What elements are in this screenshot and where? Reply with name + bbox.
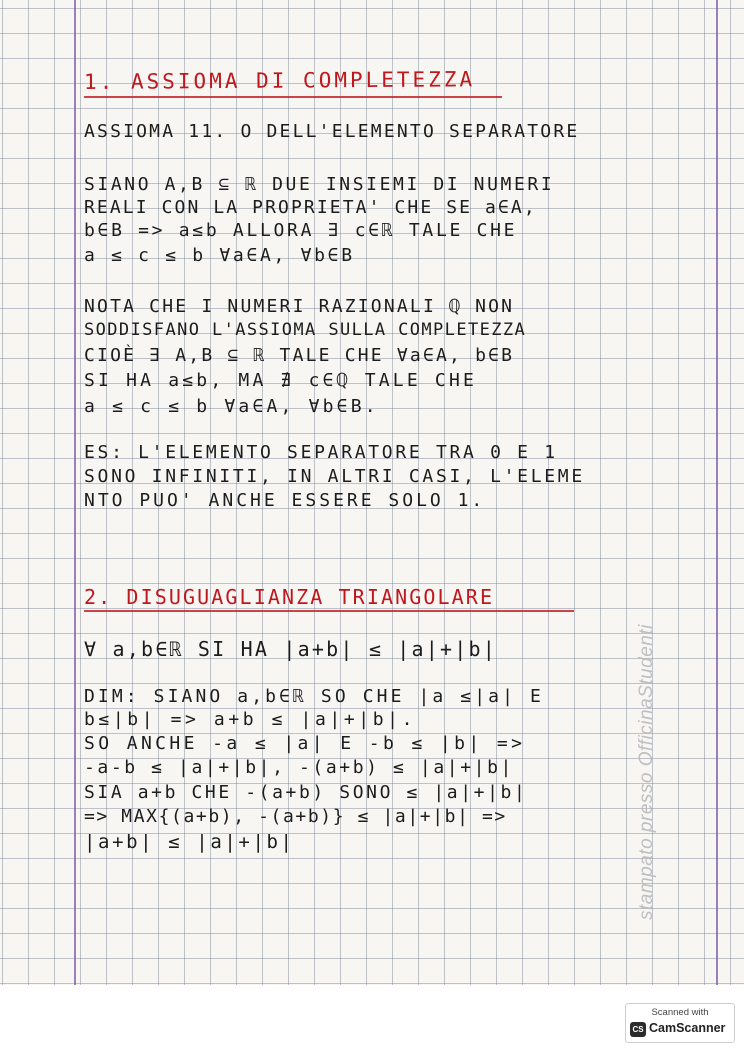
note-line-4: SI HA a≤b, MA ∄ c∈ℚ TALE CHE [84, 370, 478, 391]
section1-heading: 1. ASSIOMA DI COMPLETEZZA [83, 67, 476, 94]
statement-line-3: b∈B => a≤b ALLORA ∃ c∈ℝ TALE CHE [84, 220, 518, 241]
print-shop-watermark: stampato presso OfficinaStudenti [636, 624, 657, 920]
statement-line-1: SIANO A,B ⊆ ℝ DUE INSIEMI DI NUMERI [84, 174, 555, 195]
section1-heading-underline [84, 96, 502, 98]
camscanner-brand: CamScanner [649, 1021, 726, 1035]
proof-line-2: b≤|b| => a+b ≤ |a|+|b|. [84, 709, 417, 730]
note-line-3: CIOÈ ∃ A,B ⊆ ℝ TALE CHE ∀a∈A, b∈B [84, 345, 515, 366]
proof-line-5: SIA a+b CHE -(a+b) SONO ≤ |a|+|b| [84, 782, 528, 803]
example-line-2: SONO INFINITI, IN ALTRI CASI, L'ELEME [84, 466, 585, 487]
statement-line-4: a ≤ c ≤ b ∀a∈A, ∀b∈B [84, 245, 355, 266]
proof-line-6: => MAX{(a+b), -(a+b)} ≤ |a|+|b| => [84, 806, 507, 827]
proof-line-3: SO ANCHE -a ≤ |a| E -b ≤ |b| => [84, 733, 526, 754]
example-line-1: ES: L'ELEMENTO SEPARATORE TRA 0 E 1 [84, 442, 558, 463]
section2-heading: 2. DISUGUAGLIANZA TRIANGOLARE [84, 585, 495, 609]
note-line-2: SODDISFANO L'ASSIOMA SULLA COMPLETEZZA [84, 320, 527, 340]
right-margin-line [716, 0, 718, 990]
left-margin-line [74, 0, 76, 990]
proof-line-7: |a+b| ≤ |a|+|b| [84, 831, 295, 853]
proof-line-4: -a-b ≤ |a|+|b|, -(a+b) ≤ |a|+|b| [84, 757, 514, 778]
camscanner-logo-icon: CS [630, 1022, 646, 1037]
statement-line-2: REALI CON LA PROPRIETA' CHE SE a∈A, [84, 197, 537, 218]
axiom-title: ASSIOMA 11. O DELL'ELEMENTO SEPARATORE [84, 121, 580, 142]
note-line-5: a ≤ c ≤ b ∀a∈A, ∀b∈B. [84, 396, 379, 417]
camscanner-badge [625, 1003, 735, 1043]
note-line-1: NOTA CHE I NUMERI RAZIONALI ℚ NON [84, 296, 515, 317]
proof-line-1: DIM: SIANO a,b∈ℝ SO CHE |a ≤|a| E [84, 686, 544, 707]
scanned-with-label: Scanned with [651, 1007, 709, 1018]
example-line-3: NTO PUO' ANCHE ESSERE SOLO 1. [84, 490, 486, 511]
section2-heading-underline [84, 610, 574, 612]
triangle-inequality-statement: ∀ a,b∈ℝ SI HA |a+b| ≤ |a|+|b| [84, 637, 497, 661]
